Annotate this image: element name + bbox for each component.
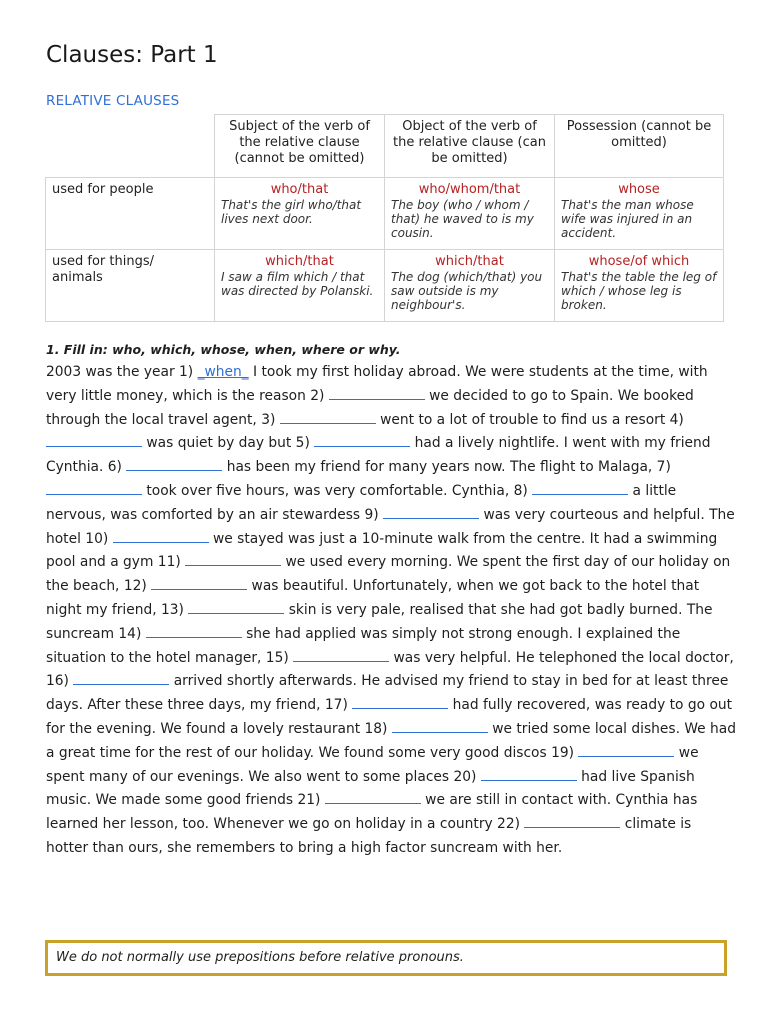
passage-text: we decided to go to Spain. We booked through the local travel agent, 3) <box>46 387 694 428</box>
answer-blank[interactable] <box>146 624 242 638</box>
answer-blank[interactable] <box>532 481 628 495</box>
passage-text: had a lively nightlife. I went with my friend Cynthia. 6) <box>46 435 711 476</box>
passage-text: a little nervous, was comforted by an air stewardess 9) <box>46 482 677 523</box>
pronoun-label: whose <box>618 182 660 197</box>
passage-text: took over five hours, was very comfortable. Cynthia, 8) <box>142 482 533 499</box>
passage-text: went to a lot of trouble to find us a resort 4) <box>375 411 684 428</box>
passage-text: was very courteous and helpful. The hotel 10) <box>46 506 735 547</box>
answer-blank[interactable] <box>151 576 247 590</box>
answer-blank[interactable] <box>126 457 222 471</box>
answer-blank[interactable] <box>185 552 281 566</box>
pronoun-label: who/that <box>270 182 329 197</box>
passage-text: had live Spanish music. We made some good friends 21) <box>46 768 695 809</box>
passage-text: skin is very pale, realised that she had got badly burned. The suncream 14) <box>46 601 713 642</box>
table-row <box>46 178 724 250</box>
answer-blank[interactable] <box>352 695 448 709</box>
passage-text: we tried some local dishes. We had a great time for the rest of our holiday. We found some very good discos 19) <box>46 720 737 761</box>
answer-blank[interactable] <box>280 410 376 424</box>
answer-blank[interactable] <box>329 386 425 400</box>
answer-blank[interactable] <box>314 433 410 447</box>
column-header-object: Object of the verb of the relative clause (can be omitted) <box>385 115 555 178</box>
passage-text: I took my first holiday abroad. We were students at the time, with very little money, which is the reason 2) <box>46 364 708 404</box>
answer-blank[interactable] <box>46 433 142 447</box>
pronoun-label: which/that <box>435 254 504 269</box>
answer-blank[interactable] <box>73 671 169 685</box>
passage-text: we spent many of our evenings. We also went to some places 20) <box>46 744 699 785</box>
passage-text: we stayed was just a 10-minute walk from the centre. It had a swimming pool and a gym 11) <box>46 530 718 571</box>
column-header-subject: Subject of the verb of the relative clause (cannot be omitted) <box>215 115 385 178</box>
passage-text: has been my friend for many years now. The flight to Malaga, 7) <box>222 459 671 476</box>
note-box <box>45 940 727 976</box>
example-sentence: That's the table the leg of which / whose leg is broken. <box>561 270 717 312</box>
passage-text: we are still in contact with. Cynthia has learned her lesson, too. Whenever we go on holiday in a country 22) <box>46 792 698 833</box>
table-cell <box>215 250 385 322</box>
exercise-passage <box>46 361 736 861</box>
answer-blank[interactable] <box>481 767 577 781</box>
table-cell <box>385 178 555 250</box>
answer-blank[interactable] <box>578 743 674 757</box>
answer-blank[interactable] <box>113 529 209 543</box>
passage-text: arrived shortly afterwards. He advised my friend to stay in bed for at least three days. After these three days, my friend, 17) <box>46 673 729 714</box>
answer-blank[interactable] <box>392 719 488 733</box>
exercise-instruction: 1. Fill in: who, which, whose, when, where or why. <box>46 342 401 357</box>
row-label-people: used for people <box>46 178 215 250</box>
example-sentence: I saw a film which / that was directed by Polanski. <box>221 270 374 298</box>
passage-text: we used every morning. We spent the first day of our holiday on the beach, 12) <box>46 554 731 595</box>
page-title: Clauses: Part 1 <box>46 42 218 68</box>
example-answer: _when_ <box>197 364 249 380</box>
example-sentence: The dog (which/that) you saw outside is my neighbour's. <box>391 270 543 312</box>
table-cell <box>385 250 555 322</box>
example-sentence: That's the girl who/that lives next door. <box>221 198 362 226</box>
answer-blank[interactable] <box>46 481 142 495</box>
relative-clauses-table <box>45 114 724 322</box>
passage-text: had fully recovered, was ready to go out for the evening. We found a lovely restaurant 18) <box>46 697 733 737</box>
passage-text: 2003 was the year 1) <box>46 364 198 380</box>
note-text: We do not normally use prepositions before relative pronouns. <box>56 950 464 965</box>
pronoun-label: who/whom/that <box>418 182 521 197</box>
table-row <box>46 250 724 322</box>
exercise-section <box>46 341 736 861</box>
passage-text: she had applied was simply not strong enough. I explained the situation to the hotel manager, 15) <box>46 625 681 666</box>
table-cell <box>215 178 385 250</box>
table-corner-cell <box>46 115 215 178</box>
passage-text: climate is hotter than ours, she remembers to bring a high factor suncream with her. <box>46 816 692 856</box>
passage-text: was very helpful. He telephoned the local doctor, 16) <box>46 649 734 690</box>
section-heading: RELATIVE CLAUSES <box>46 93 180 109</box>
passage-text: was beautiful. Unfortunately, when we got back to the hotel that night my friend, 13) <box>46 578 700 618</box>
answer-blank[interactable] <box>188 600 284 614</box>
answer-blank[interactable] <box>325 790 421 804</box>
answer-blank[interactable] <box>383 505 479 519</box>
example-sentence: That's the man whose wife was injured in an accident. <box>561 198 694 240</box>
pronoun-label: whose/of which <box>588 254 690 269</box>
table-cell <box>555 250 724 322</box>
pronoun-label: which/that <box>265 254 334 269</box>
table-cell <box>555 178 724 250</box>
table-header-row <box>46 115 724 178</box>
row-label-things: used for things/ animals <box>46 250 215 322</box>
answer-blank[interactable] <box>293 648 389 662</box>
example-sentence: The boy (who / whom / that) he waved to is my cousin. <box>391 198 534 240</box>
passage-text: was quiet by day but 5) <box>142 435 315 452</box>
column-header-possession: Possession (cannot be omitted) <box>555 115 724 178</box>
answer-blank[interactable] <box>524 814 620 828</box>
